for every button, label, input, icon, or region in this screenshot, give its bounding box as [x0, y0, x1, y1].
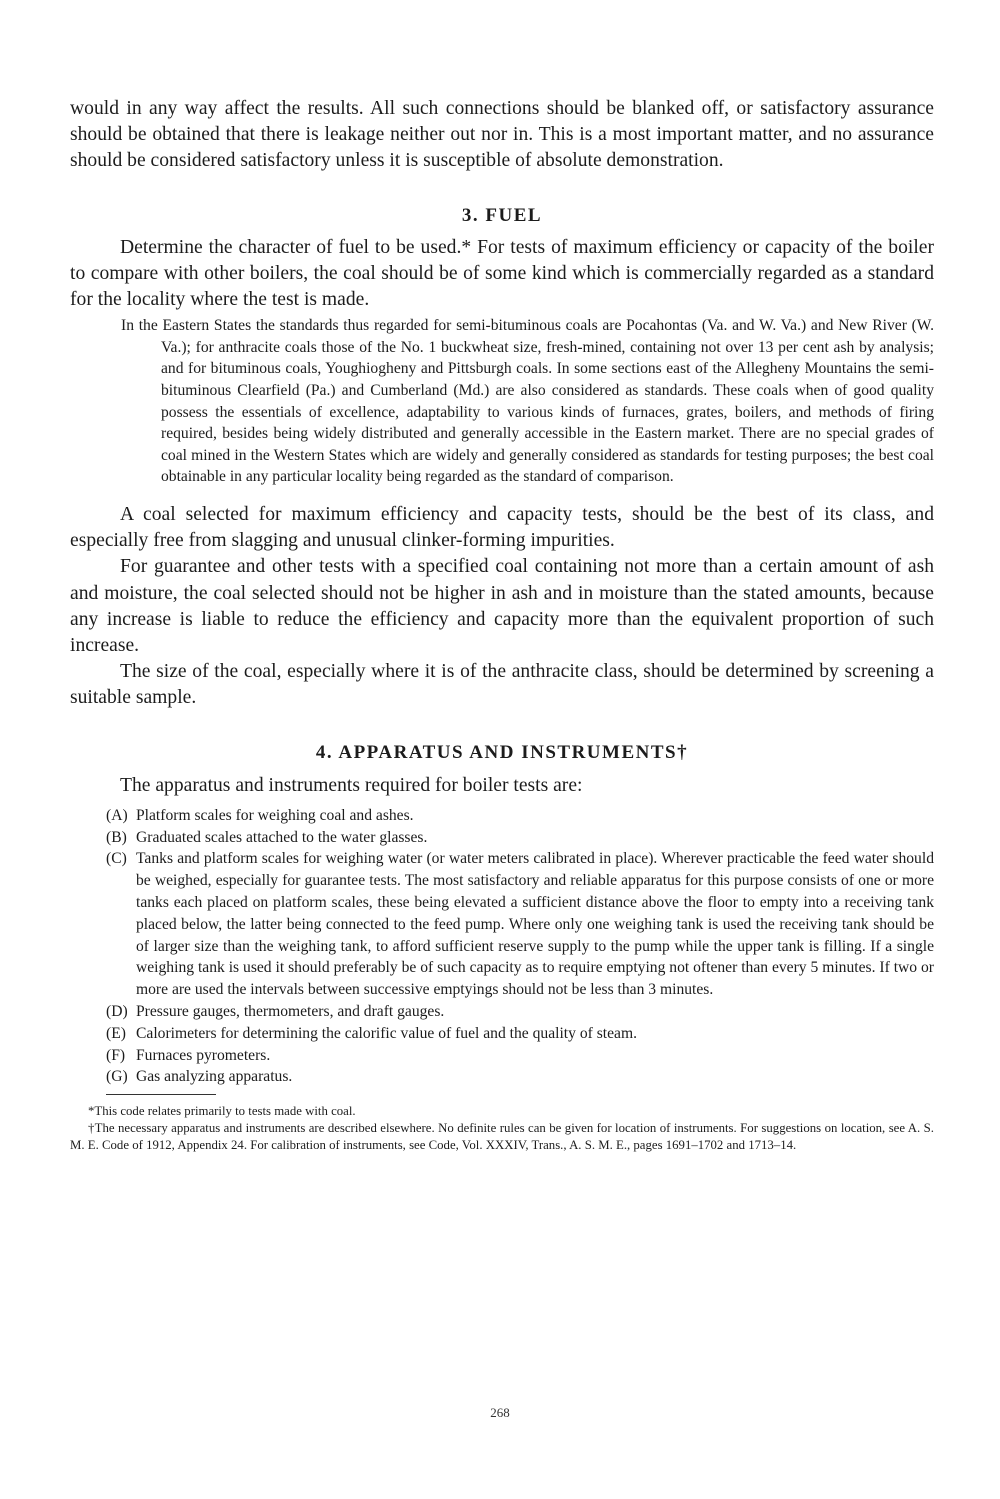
list-item [106, 827, 934, 849]
list-item-text: Calorimeters for determining the calorific value of fuel and the quality of steam. [136, 1024, 637, 1042]
list-item-label: (C) [106, 850, 127, 868]
list-item-label: (F) [106, 1046, 126, 1064]
list-item [106, 848, 934, 1001]
footnote-divider [106, 1094, 216, 1095]
list-item-text: Gas analyzing apparatus. [136, 1068, 293, 1086]
page-number: 268 [490, 1405, 510, 1420]
list-item-label: (D) [106, 1002, 128, 1020]
list-item-label: (A) [106, 806, 128, 824]
list-item [106, 1023, 934, 1045]
list-item-text: Tanks and platform scales for weighing water (or water meters calibrated in place). Wherever practicable the feed water should be weighed, especially for guarantee tests. The most satisfactory and reliable apparatus for this purpose consists of one or more tanks each placed on platform scales, these being elevated a sufficient distance above the floor to empty into a receiving tank placed below, the latter being connected to the feed pump. Where only one weighing tank is used the receiving tank should be of larger size than the weighing tank, to afford sufficient reserve supply to the pump while the upper tank is filling. If a single weighing tank is used it should preferably be of such capacity as to require emptying not oftener than every 5 minutes. If two or more are used the intervals between successive emptyings should not be less than 3 minutes. [136, 850, 934, 999]
list-item-text: Graduated scales attached to the water glasses. [136, 828, 428, 846]
list-item [106, 1001, 934, 1023]
list-item-text: Pressure gauges, thermometers, and draft gauges. [136, 1002, 445, 1020]
list-item [106, 1066, 934, 1088]
list-item-label: (G) [106, 1068, 128, 1086]
paragraph-fuel-intro: Determine the character of fuel to be used.* For tests of maximum efficiency or capacity of the boiler to compare with other boilers, the coal should be of some kind which is commercially regarded as a standard for the locality where the test is made. [70, 236, 934, 311]
paragraph-opening: would in any way affect the results. All such connections should be blanked off, or satisfactory assurance should be obtained that there is leakage neither out nor in. This is a most important matter, and no assurance should be considered satisfactory unless it is susceptible of absolute demonstration. [70, 98, 934, 172]
list-item-text: Platform scales for weighing coal and ashes. [136, 806, 414, 824]
footnote-asterisk: *This code relates primarily to tests made with coal. [88, 1104, 356, 1119]
list-item [106, 1045, 934, 1067]
heading-apparatus: 4. APPARATUS AND INSTRUMENTS† [315, 741, 689, 763]
list-item [106, 805, 934, 827]
paragraph-apparatus-intro: The apparatus and instruments required for boiler tests are: [120, 774, 583, 796]
list-item-text: Furnaces pyrometers. [136, 1046, 271, 1064]
footnotes [70, 1103, 934, 1154]
paragraph-fuel-guarantee: For guarantee and other tests with a specified coal containing not more than a certain amount of ash and moisture, the coal selected should not be higher in ash and in moisture than the stated amounts, because any increase is liable to reduce the efficiency and capacity more than the equivalent proportion of such increase. [70, 556, 934, 656]
note-fuel-standards: In the Eastern States the standards thus regarded for semi-bituminous coals are Pocahontas (Va. and W. Va.) and New River (W. Va.); for anthracite coals those of the No. 1 buckwheat size, fresh-mined, containing not over 13 per cent ash by analysis; and for bituminous coals, Youghiogheny and Pittsburgh coals. In some sections east of the Allegheny Mountains the semi-bituminous Clearfield (Pa.) and Cumberland (Md.) are also considered as standards. These coals when of good quality possess the essentials of excellence, adaptability to various kinds of furnaces, grates, boilers, and methods of firing required, besides being widely distributed and generally accessible in the Eastern market. There are no special grades of coal mined in the Western States which are widely and generally considered as standards for testing purposes; the best coal obtainable in any particular locality being regarded as the standard of comparison. [121, 317, 934, 486]
heading-fuel: 3. FUEL [461, 204, 543, 226]
list-item-label: (E) [106, 1024, 126, 1042]
paragraph-fuel-selected: A coal selected for maximum efficiency and capacity tests, should be the best of its class, and especially free from slagging and unusual clinker-forming impurities. [70, 503, 934, 552]
apparatus-list [106, 805, 934, 1088]
paragraph-fuel-size: The size of the coal, especially where it is of the anthracite class, should be determined by screening a suitable sample. [70, 661, 934, 709]
list-item-label: (B) [106, 828, 127, 846]
footnote-dagger: †The necessary apparatus and instruments are described elsewhere. No definite rules can be given for location of instruments. For suggestions on location, see A. S. M. E. Code of 1912, Appendix 24. For calibration of instruments, see Code, Vol. XXXIV, Trans., A. S. M. E., pages 1691–1702 and 1713–14. [70, 1121, 934, 1153]
